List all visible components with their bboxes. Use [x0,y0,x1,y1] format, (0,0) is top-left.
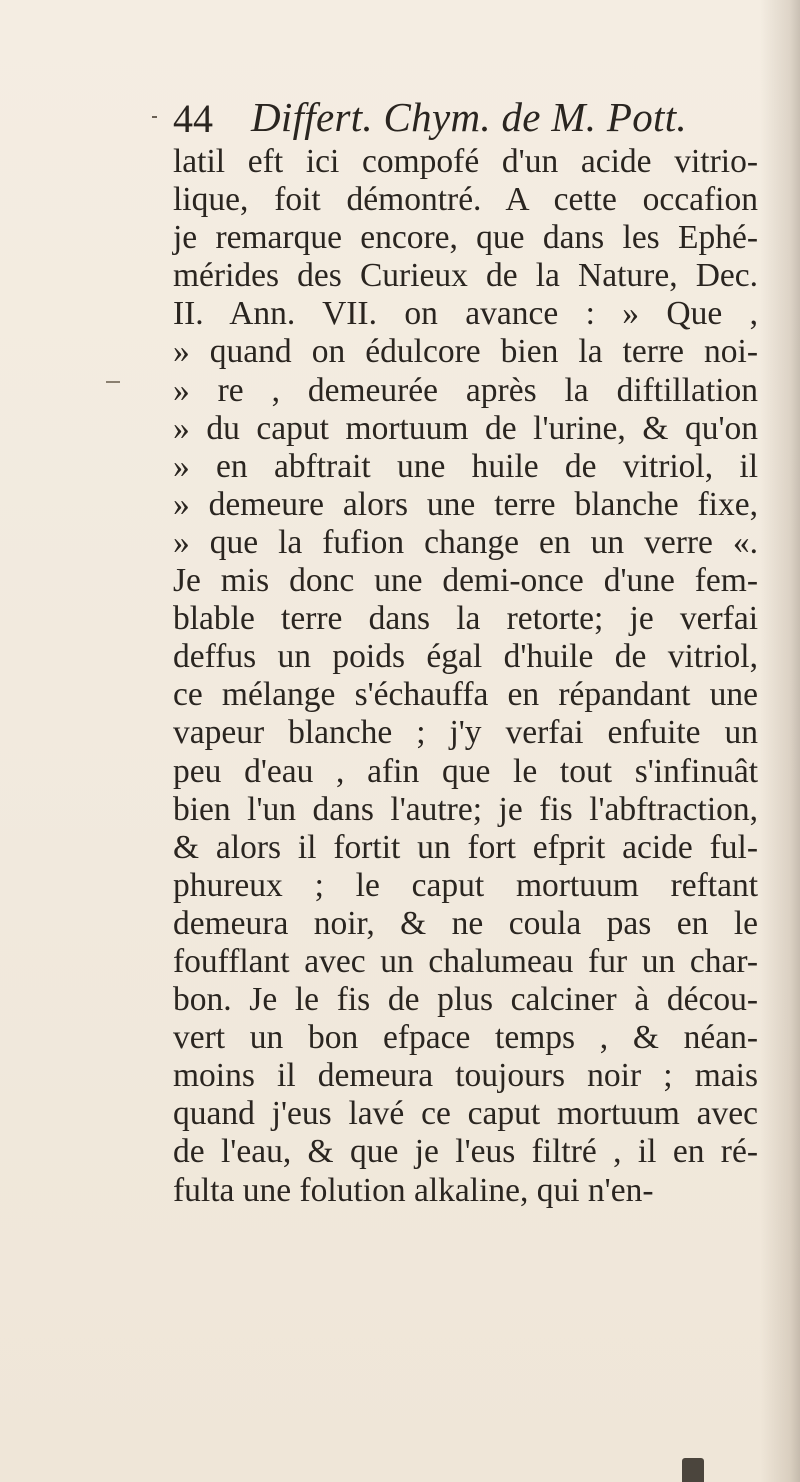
catchword-fragment [682,1458,704,1482]
gutter-mark [106,381,120,383]
text-line-27: de l'eau, & que je l'eus filtré , il en ré- [173,1133,758,1171]
text-line-17: peu d'eau , afin que le tout s'infinuât [173,752,758,790]
text-line-19: & alors il fortit un fort efprit acide ful- [173,828,758,866]
text-line-21: demeura noir, & ne coula pas en le [173,904,758,942]
text-line-9: » en abftrait une huile de vitriol, il [173,447,758,485]
text-line-20: phureux ; le caput mortuum reftant [173,866,758,904]
text-line-3: je remarque encore, que dans les Ephé- [173,219,758,257]
text-line-6: » quand on édulcore bien la terre noi- [173,333,758,371]
text-line-22: foufflant avec un chalumeau fur un char- [173,942,758,980]
page-number: 44 [173,96,213,141]
page-header [173,95,733,145]
margin-tick-mark [152,116,157,118]
text-line-8: » du caput mortuum de l'urine, & qu'on [173,409,758,447]
text-line-24: vert un bon efpace temps , & néan- [173,1019,758,1057]
text-line-15: ce mélange s'échauffa en répandant une [173,676,758,714]
text-line-14: deffus un poids égal d'huile de vitriol, [173,638,758,676]
text-line-13: blable terre dans la retorte; je verfai [173,600,758,638]
running-head: Differt. Chym. de M. Pott. [251,94,687,140]
text-line-11: » que la fufion change en un verre «. [173,523,758,561]
text-line-7: » re , demeurée après la diftillation [173,371,758,409]
text-line-26: quand j'eus lavé ce caput mortuum avec [173,1095,758,1133]
text-line-16: vapeur blanche ; j'y verfai enfuite un [173,714,758,752]
body-text [173,143,758,1210]
text-line-12: Je mis donc une demi-once d'une fem- [173,562,758,600]
text-line-25: moins il demeura toujours noir ; mais [173,1057,758,1095]
text-line-28: fulta une folution alkaline, qui n'en- [173,1171,654,1209]
text-line-5: II. Ann. VII. on avance : » Que , [173,295,758,333]
text-line-23: bon. Je le fis de plus calciner à décou- [173,981,758,1019]
text-line-1: latil eft ici compofé d'un acide vitrio- [173,143,758,180]
text-line-2: lique, foit démontré. A cette occafion [173,181,758,219]
text-line-4: mérides des Curieux de la Nature, Dec. [173,257,758,295]
text-line-18: bien l'un dans l'autre; je fis l'abftraction, [173,790,758,828]
text-line-10: » demeure alors une terre blanche fixe, [173,485,758,523]
